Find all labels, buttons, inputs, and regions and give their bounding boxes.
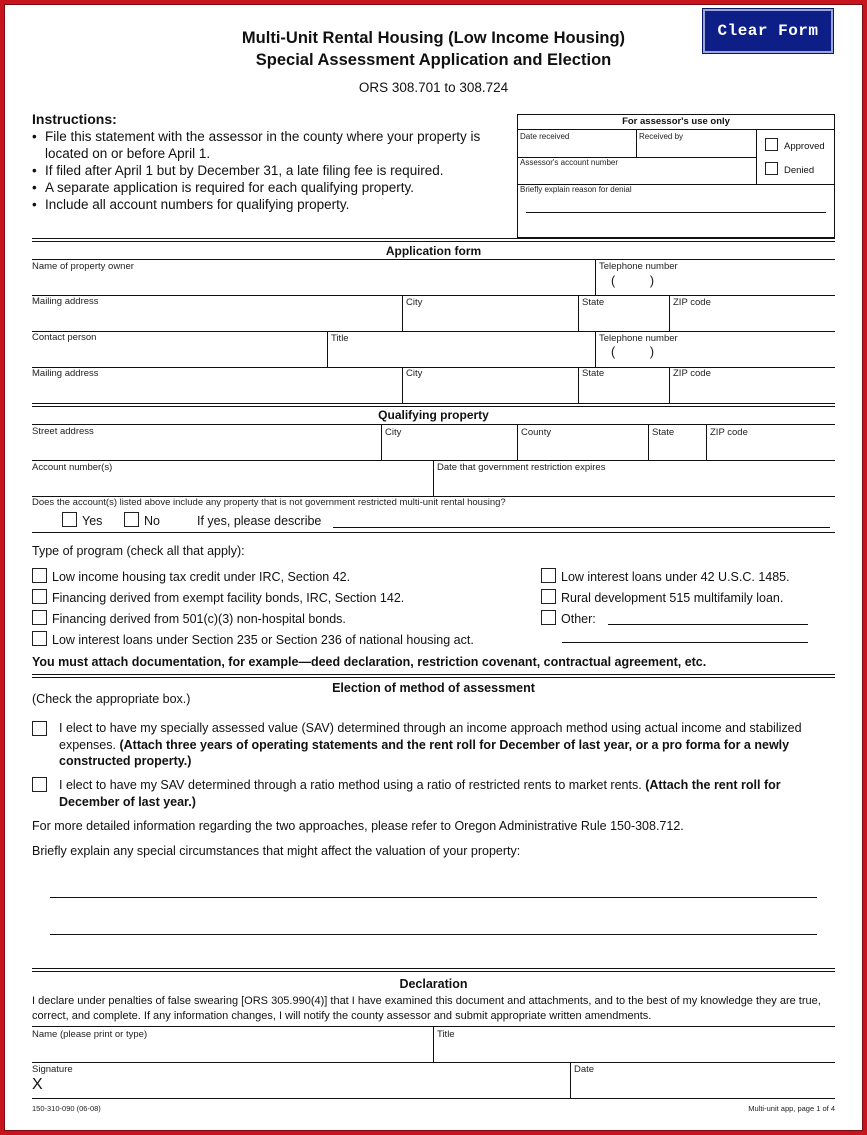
attach-documentation-note: You must attach documentation, for example—deed declaration, restriction covenant, contractual agreement, etc. bbox=[32, 655, 707, 669]
divider bbox=[32, 1098, 835, 1099]
divider bbox=[32, 295, 835, 296]
property-state-label: State bbox=[652, 427, 675, 438]
explain-line-2[interactable] bbox=[50, 934, 817, 935]
form-number: 150-310-090 (06-08) bbox=[32, 1104, 101, 1113]
contact-telephone-field[interactable]: ( ) bbox=[611, 345, 655, 359]
signature-x[interactable]: X bbox=[32, 1076, 43, 1093]
received-by-label: Received by bbox=[639, 132, 684, 141]
income-approach-option bbox=[59, 720, 834, 770]
mailing-address-label: Mailing address bbox=[32, 296, 99, 307]
divider bbox=[570, 1062, 571, 1098]
program-label: Other: bbox=[561, 612, 596, 626]
page-number: Multi-unit app, page 1 of 4 bbox=[748, 1104, 835, 1113]
denied-label: Denied bbox=[784, 165, 815, 176]
owner-telephone-label: Telephone number bbox=[599, 261, 678, 272]
divider bbox=[32, 1062, 835, 1063]
other-line[interactable] bbox=[608, 624, 808, 625]
divider bbox=[32, 331, 835, 332]
describe-line[interactable] bbox=[333, 527, 830, 528]
statute-reference: ORS 308.701 to 308.724 bbox=[358, 80, 509, 95]
instruction-item: • File this statement with the assessor in the county where your property is located on or before April 1. bbox=[32, 128, 502, 162]
date-received-label: Date received bbox=[520, 132, 570, 141]
no-checkbox[interactable] bbox=[124, 512, 139, 527]
divider bbox=[433, 460, 434, 496]
divider bbox=[636, 130, 637, 157]
restriction-expires-label: Date that government restriction expires bbox=[437, 462, 606, 473]
divider bbox=[595, 331, 596, 367]
section-divider bbox=[32, 403, 835, 407]
street-address-label: Street address bbox=[32, 426, 94, 437]
more-info-text: For more detailed information regarding the two approaches, please refer to Oregon Administrative Rule 150-308.712. bbox=[32, 819, 684, 833]
ratio-method-option bbox=[59, 777, 834, 810]
divider bbox=[32, 532, 835, 533]
program-label: Low interest loans under Section 235 or Section 236 of national housing act. bbox=[52, 633, 474, 647]
divider bbox=[32, 367, 835, 368]
special-circumstances-label: Briefly explain any special circumstances that might affect the valuation of your property: bbox=[32, 844, 521, 858]
form-title-line1: Multi-Unit Rental Housing (Low Income Housing) bbox=[241, 29, 626, 47]
program-label: Rural development 515 multifamily loan. bbox=[561, 591, 784, 605]
declarant-title-label: Title bbox=[437, 1029, 455, 1040]
program-label: Low interest loans under 42 U.S.C. 1485. bbox=[561, 570, 790, 584]
program-label: Low income housing tax credit under IRC, Section 42. bbox=[52, 570, 351, 584]
divider bbox=[756, 130, 757, 184]
divider bbox=[578, 367, 579, 403]
owner-name-label: Name of property owner bbox=[32, 261, 134, 272]
program-checkbox-exempt-bonds[interactable] bbox=[32, 589, 47, 604]
program-checkbox-1485[interactable] bbox=[541, 568, 556, 583]
denied-checkbox[interactable] bbox=[765, 162, 778, 175]
signature-label: Signature bbox=[32, 1064, 73, 1075]
owner-name-field[interactable] bbox=[32, 272, 595, 294]
divider bbox=[32, 259, 835, 260]
contact-zip-label: ZIP code bbox=[673, 368, 711, 379]
contact-telephone-label: Telephone number bbox=[599, 333, 678, 344]
application-form-heading: Application form bbox=[385, 244, 482, 258]
zip-label: ZIP code bbox=[673, 297, 711, 308]
county-label: County bbox=[521, 427, 552, 438]
instructions-heading: Instructions: bbox=[32, 111, 117, 127]
check-box-note: (Check the appropriate box.) bbox=[32, 692, 191, 706]
no-label: No bbox=[144, 514, 160, 528]
ratio-method-attach: (Attach the rent roll for December of last year.) bbox=[59, 778, 781, 809]
account-numbers-label: Account number(s) bbox=[32, 462, 113, 473]
property-city-label: City bbox=[385, 427, 402, 438]
program-checkbox-lihtc[interactable] bbox=[32, 568, 47, 583]
program-label: Financing derived from exempt facility bonds, IRC, Section 142. bbox=[52, 591, 405, 605]
date-label: Date bbox=[574, 1064, 595, 1075]
divider bbox=[578, 295, 579, 331]
divider bbox=[327, 331, 328, 367]
declaration-text: I declare under penalties of false swearing [ORS 305.990(4)] that I have examined this document and attachments, and to the best of my knowledge they are true, correct, and complete. If any information changes, I will notify the county assessor and submit appropriate written amendments. bbox=[32, 995, 821, 1022]
income-approach-text: I elect to have my specially assessed value (SAV) determined through an income approach method using actual income and stabilized expenses. bbox=[59, 721, 802, 752]
state-label: State bbox=[582, 297, 605, 308]
contact-title-label: Title bbox=[331, 333, 349, 344]
program-label: Financing derived from 501(c)(3) non-hospital bonds. bbox=[52, 612, 346, 626]
program-heading: Type of program (check all that apply): bbox=[32, 544, 245, 558]
approved-label: Approved bbox=[784, 141, 825, 152]
income-approach-checkbox[interactable] bbox=[32, 721, 47, 736]
instructions-list bbox=[32, 128, 502, 213]
describe-label: If yes, please describe bbox=[197, 514, 322, 528]
ratio-method-checkbox[interactable] bbox=[32, 777, 47, 792]
divider bbox=[32, 424, 835, 425]
divider bbox=[433, 1026, 434, 1062]
program-checkbox-section-235-236[interactable] bbox=[32, 631, 47, 646]
contact-mailing-label: Mailing address bbox=[32, 368, 99, 379]
approved-checkbox[interactable] bbox=[765, 138, 778, 151]
divider bbox=[595, 259, 596, 295]
contact-state-label: State bbox=[582, 368, 605, 379]
ratio-method-text: I elect to have my SAV determined through a ratio method using a ratio of restricted rents to market rents. bbox=[59, 778, 642, 792]
qualifying-property-heading: Qualifying property bbox=[378, 408, 489, 422]
divider bbox=[517, 424, 518, 460]
city-label: City bbox=[406, 297, 423, 308]
section-divider bbox=[32, 674, 835, 678]
instruction-item: • A separate application is required for each qualifying property. bbox=[32, 179, 502, 196]
declarant-name-label: Name (please print or type) bbox=[32, 1029, 148, 1040]
assessor-box-heading: For assessor's use only bbox=[518, 115, 834, 130]
divider bbox=[669, 295, 670, 331]
election-heading: Election of method of assessment bbox=[332, 681, 535, 695]
non-restricted-question: Does the account(s) listed above include any property that is not government restricted multi-unit rental housing? bbox=[32, 497, 506, 508]
divider bbox=[648, 424, 649, 460]
divider bbox=[381, 424, 382, 460]
assessor-use-box bbox=[517, 114, 835, 238]
divider bbox=[706, 424, 707, 460]
divider bbox=[402, 295, 403, 331]
section-divider bbox=[32, 968, 835, 972]
other-line-2[interactable] bbox=[562, 642, 808, 643]
yes-label: Yes bbox=[82, 514, 103, 528]
clear-form-button[interactable]: Clear Form bbox=[703, 9, 833, 53]
property-zip-label: ZIP code bbox=[710, 427, 748, 438]
declaration-heading: Declaration bbox=[399, 977, 468, 991]
program-checkbox-other[interactable] bbox=[541, 610, 556, 625]
program-checkbox-501c3[interactable] bbox=[32, 610, 47, 625]
form-title-line2: Special Assessment Application and Election bbox=[255, 51, 612, 69]
owner-telephone-field[interactable]: ( ) bbox=[611, 274, 655, 288]
income-approach-attach: (Attach three years of operating statements and the rent roll for December of last year, or a pro forma for a newly constructed property.) bbox=[59, 737, 790, 768]
divider bbox=[402, 367, 403, 403]
section-divider bbox=[32, 238, 835, 242]
yes-checkbox[interactable] bbox=[62, 512, 77, 527]
instruction-item: • Include all account numbers for qualifying property. bbox=[32, 196, 502, 213]
contact-city-label: City bbox=[406, 368, 423, 379]
assessor-account-label: Assessor's account number bbox=[520, 158, 619, 167]
denial-reason-label: Briefly explain reason for denial bbox=[520, 185, 632, 194]
instruction-item: • If filed after April 1 but by December 31, a late filing fee is required. bbox=[32, 162, 502, 179]
explain-line-1[interactable] bbox=[50, 897, 817, 898]
contact-person-label: Contact person bbox=[32, 332, 97, 343]
program-checkbox-rural-515[interactable] bbox=[541, 589, 556, 604]
divider bbox=[669, 367, 670, 403]
denial-reason-line[interactable] bbox=[526, 212, 826, 213]
